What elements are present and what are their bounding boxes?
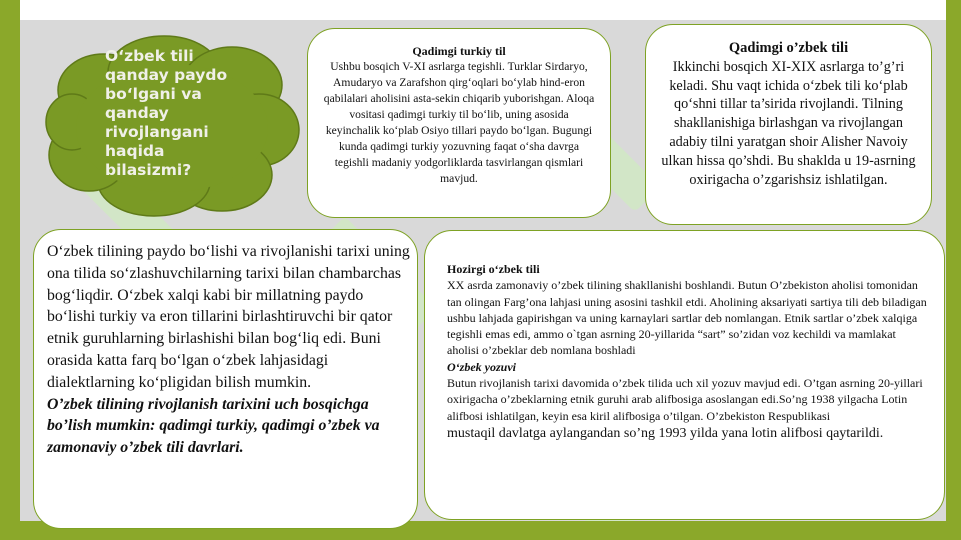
card-subtitle: O‘zbek yozuvi	[447, 359, 516, 374]
modern-uzbek-card	[424, 230, 945, 520]
card-title: Qadimgi turkiy til	[412, 44, 506, 58]
card-title: Hozirgi o‘zbek tili	[447, 262, 540, 276]
card-body: Ikkinchi bosqich XI-XIX asrlarga to’g’ri keladi. Shu vaqt ichida o‘zbek tili ko‘plab qo‘shni tillar ta’sirida rivojlandi. Tilning shakllanishiga birlashgan va rivojlangan adabiy tilni yaratgan shoir Alisher Navoiy ulkan hissa qo’shdi. Bu shaklda u 19-asrning oxirigacha o’zgarishsiz ishlatilgan.	[661, 58, 916, 188]
card-emphasis: O’zbek tilining rivojlanish tarixini uch bosqichga bo’lish mumkin: qadimgi turkiy, qadimgi o’zbek va zamonaviy o’zbek tili davrlari.	[47, 395, 380, 457]
history-intro-card	[33, 229, 418, 529]
top-margin	[0, 0, 961, 20]
card-body-3: mustaqil davlatga aylangandan so’ng 1993 yilda yana lotin alifbosi qaytarildi.	[447, 425, 884, 441]
left-border	[0, 0, 20, 540]
old-uzbek-card	[645, 24, 932, 225]
card-body-2: Butun rivojlanish tarixi davomida o’zbek tilida uch xil yozuv mavjud edi. O’tgan asrning 20-yillari oxirigacha o’zbeklarning etnik guruhi arab alifbosiga asoslangan edi.So’ng 1938 yilgacha Lotin alifbosi ishlatilgan, keyin esa kiril alifbosiga o’tilgan. O’zbekiston Respublikasi	[447, 376, 923, 423]
card-title: Qadimgi o’zbek tili	[728, 40, 849, 56]
cloud-question: O‘zbek tili qanday paydo bo‘lgani va qanday rivojlangani haqida bilasizmi?	[105, 47, 228, 179]
card-body: O‘zbek tilining paydo bo‘lishi va rivojlanishi tarixi uning ona tilida so‘zlashuvchilarning tarixi bilan chambarchas bog‘liqdir. O‘zbek xalqi kabi bir millatning paydo bo‘lishi turkiy va eron tillarini birlashtiruvchi bir qator etnik guruhlarning birlashishi bilan bog‘liq edi. Buni orasida katta farq bo‘lgan o‘zbek lahjasidagi dialektlarning ko‘pligidan bilish mumkin.	[47, 243, 410, 391]
old-turkic-card	[307, 28, 611, 218]
right-border	[946, 0, 961, 540]
card-body: Ushbu bosqich V-XI asrlarga tegishli. Turklar Sirdaryo, Amudaryo va Zarafshon qirg‘oqlari bo‘ylab hind-eron qabilalari aholisini asta-sekin chiqarib yuborishgan. Aloqa vositasi qadimgi turkiy til bo‘lib, uning asosida keyinchalik ko‘plab Osiyo tillari paydo bo‘lgan. Bugungi kunda qadimgi turkiy yozuvning faqat o‘sha davrga tegishli madaniy yodgorliklarda tasvirlangan qismlari mavjud.	[323, 60, 595, 185]
card-body: XX asrda zamonaviy o’zbek tilining shakllanishi boshlandi. Butun O’zbekiston aholisi tomonidan tan olingan Farg’ona lahjasi uning asosini tashkil etdi. Aholining aksariyati sartiya tili deb biladigan ushbu lahjada gapirishgan va uning karnaylari sartlar deb nomlangan. Etnik sartlar o’zbek xalqiga tegishli emas edi, ammo o`tgan asrning 20-yillarida “sart” so’zidan voz kechildi va mamlakat aholisi o’zbeklar deb nomlana boshladi	[447, 278, 927, 358]
